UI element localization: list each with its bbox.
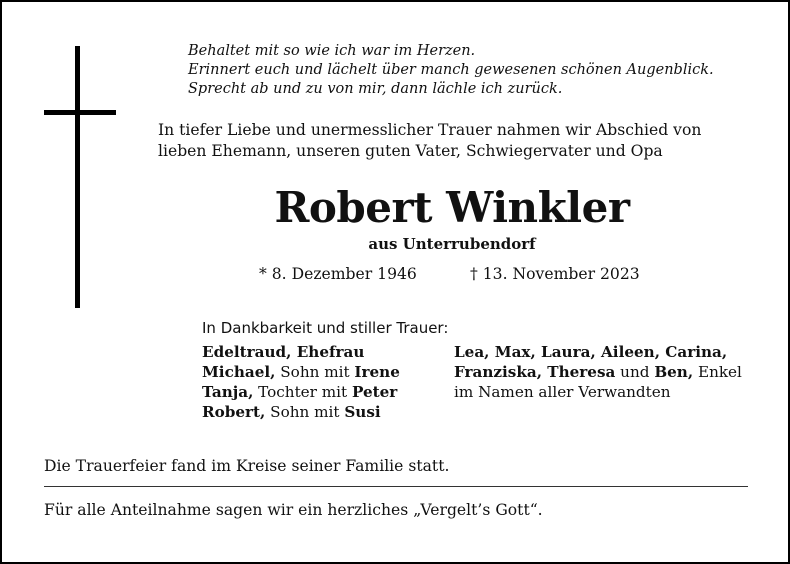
grandchildren-names: Lea, Max, Laura, Aileen, Carina,	[454, 343, 728, 361]
mourner-name: Edeltraud, Ehefrau	[202, 343, 365, 361]
mourners-heading: In Dankbarkeit und stiller Trauer:	[202, 319, 449, 337]
closing-thanks: Für alle Anteilnahme sagen wir ein herzliches „Vergelt’s Gott“.	[44, 501, 543, 519]
divider	[44, 486, 748, 487]
deceased-origin: aus Unterrubendorf	[368, 235, 536, 253]
relatives-line: im Namen aller Verwandten	[454, 383, 671, 401]
grandchildren-line	[454, 362, 742, 382]
grandchildren-names: Ben,	[654, 363, 694, 381]
intro-line: In tiefer Liebe und unermesslicher Trauer nahmen wir Abschied von	[158, 121, 702, 139]
mourner-name: Michael,	[202, 363, 276, 381]
mourner-partner: Peter	[351, 383, 398, 401]
conjunction: und	[615, 363, 655, 381]
poem-line: Sprecht ab und zu von mir, dann lächle ich zurück.	[188, 81, 563, 97]
intro-line: lieben Ehemann, unseren guten Vater, Schwiegervater und Opa	[158, 142, 663, 160]
cross-icon-bar	[44, 110, 116, 115]
mourner-line	[202, 362, 400, 382]
mourner-line	[202, 342, 400, 362]
mourner-relation: Sohn mit	[265, 403, 345, 421]
deceased-name: Robert Winkler	[274, 183, 630, 232]
mourner-relation: Tochter mit	[253, 383, 352, 401]
grandchildren-line	[454, 342, 742, 362]
mourner-partner: Susi	[344, 403, 381, 421]
cross-icon	[75, 46, 80, 308]
mourner-name: Tanja,	[202, 383, 254, 401]
ceremony-note: Die Trauerfeier fand im Kreise seiner Familie statt.	[44, 457, 450, 475]
mourner-name: Robert,	[202, 403, 266, 421]
intro-text	[158, 120, 758, 162]
relation-label: Enkel	[693, 363, 742, 381]
birth-date: * 8. Dezember 1946	[259, 265, 417, 283]
poem	[188, 42, 778, 99]
poem-line: Erinnert euch und lächelt über manch gewesenen schönen Augenblick.	[188, 62, 714, 78]
mourners-right-column	[454, 342, 742, 402]
mourner-line	[202, 382, 400, 402]
poem-line: Behaltet mit so wie ich war im Herzen.	[188, 43, 476, 59]
mourner-partner: Irene	[354, 363, 400, 381]
mourner-relation: Sohn mit	[275, 363, 355, 381]
mourners-left-column	[202, 342, 400, 422]
death-date: † 13. November 2023	[470, 265, 640, 283]
mourner-line	[202, 402, 400, 422]
grandchildren-names: Franziska, Theresa	[454, 363, 616, 381]
